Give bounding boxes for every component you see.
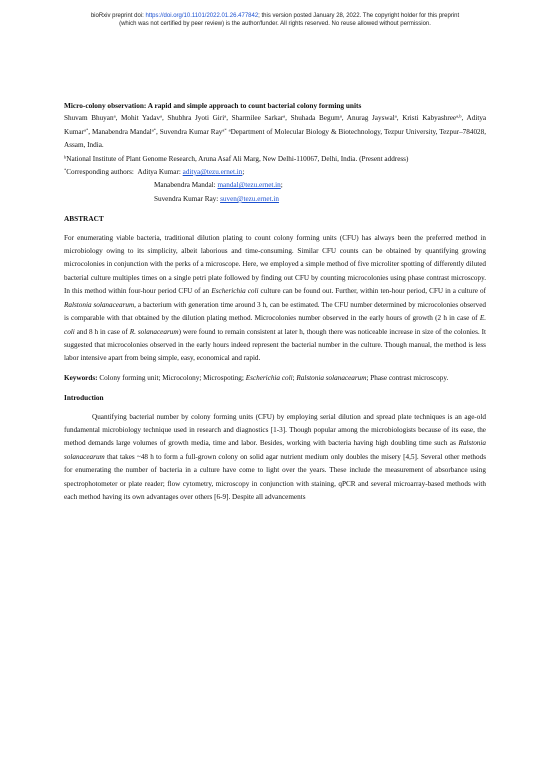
- author: Manabendra Mandal: [91, 127, 152, 136]
- author: Kabyashree: [422, 114, 457, 123]
- affiliation-b-line: [64, 153, 486, 166]
- banner-line-2: (which was not certified by peer review) is the author/funder. All rights reserved. No reuse allowed without permission.: [119, 21, 431, 27]
- keywords: Keywords: Colony forming unit; Microcolony; Microspoting; Escherichia coli; Ralstonia solanacearum; Phase contrast microscopy.: [64, 373, 449, 382]
- affil-mark: a: [339, 113, 342, 119]
- author: Anurag Jayswal: [346, 114, 395, 123]
- introduction-text: Quantifying bacterial number by colony forming units (CFU) by employing serial dilution and spread plate techniques is an age-old fundamental microbiology technique used in research and diagnostics [1-3]. Though popular among the microbiologists because of its ease, the method demands large volumes of growth media, time and labor. Besides, working with bacteria having high doubling time such as Ralstonia solanacearum that takes ~48 h to form a full-grown colony on solid agar nutrient medium only doubles the misery [4,5]. Several other methods for enumerating the number of bacteria in a culture have come to light over the years. These include the measurement of absorbance using spectrophotometer or plate reader; flow cytometry, microscopy in conjunction with staining, qPCR and several microarray-based methods with each method having its own advantages over others [6-9]. Despite all advancements: [64, 412, 486, 501]
- affil-mark: a: [113, 113, 116, 119]
- author: Sharmilee Sarkar: [231, 114, 284, 123]
- corresponding-author-row: Manabendra Mandal: mandal@tezu.ernet.in;: [154, 181, 283, 190]
- keywords-label: Keywords:: [64, 373, 98, 382]
- corr-name: Aditya Kumar:: [137, 168, 183, 177]
- author: Aditya Kumar: [64, 114, 487, 136]
- author: Shuvam Bhuyan: [64, 114, 114, 123]
- affil-mark: a*: [83, 127, 89, 133]
- affil-mark: a: [394, 113, 397, 119]
- affiliation-b: National Institute of Plant Genome Research, Aruna Asaf Ali Marg, New Delhi-110067, Delhi, India. (Present address): [66, 154, 409, 163]
- abstract-text: For enumerating viable bacteria, traditional dilution plating to count colony forming units (CFU) has always been the preferred method in microbiology owing to its simplicity, albeit laborious and time-consuming. Similar CFU counts can be obtained by quantifying growing microcolonies in conjunction with the perks of a microscope. Here, we employed a simple method of five microliter spotting of differently diluted bacterial culture multiples times on a single petri plate followed by finding out CFU by counting microcolonies using phase contrast microscopy. In this method within four-hour period CFU of an Escherichia coli culture can be found out. Further, within ten-hour period, CFU in a culture of Ralstonia solanacearum, a bacterium with generation time around 3 h, can be estimated. The CFU number determined by microcolonies observed is comparable with that obtained by the dilution plating method. Microcolonies number observed in the early hours of growth (2 h in case of E. coli and 8 h in case of R. solanacearum) were found to remain consistent at later h, though there was noticeable increase in size of the colonies. It suggested that microcolonies observed in the early hours indeed represent the bacterial number in the culture. Though manual, the method is less labor intensive apart from being simple, easy, economical and rapid.: [64, 233, 486, 363]
- affil-mark: a,b: [456, 113, 462, 119]
- email-link[interactable]: mandal@tezu.ernet.in: [217, 181, 281, 190]
- introduction-heading: Introduction: [64, 393, 104, 403]
- affil-mark: a*: [151, 127, 157, 133]
- author-list: Shuvam Bhuyan$^a$, Mohit Yadav$^a$, Shubhra Jyoti Giri$^a$, Sharmilee Sarkar$^a$, Shuhada Begum$^a$, Anurag Jayswal$^a$, Kristi Kabyashree$^{a,b}$, Aditya Kumar$^{a*}$, Manabendra Mandal$^{a*}$, Suvendra Kumar Ray$^{a*}$ $^a$Department of Molecular Biology & Biotechnology, Tezpur University, Tezpur–784028, Assam, India.: [64, 113, 487, 150]
- banner-prefix: bioRxiv preprint doi:: [90, 13, 146, 19]
- abstract-heading: ABSTRACT: [64, 214, 104, 224]
- corr-name: Suvendra Kumar Ray:: [154, 194, 221, 203]
- banner-suffix: ; this version posted January 28, 2022. The copyright holder for this preprint: [258, 13, 460, 19]
- affil-mark: a: [228, 127, 231, 133]
- corr-label: Corresponding authors:: [66, 168, 134, 177]
- affil-mark: b: [64, 154, 67, 160]
- author: Mohit Yadav: [121, 114, 160, 123]
- corresponding-authors: *Corresponding authors: Aditya Kumar: aditya@tezu.ernet.in;: [64, 167, 245, 177]
- doi-link[interactable]: https://doi.org/10.1101/2022.01.26.477842: [145, 13, 259, 19]
- banner-line-1: [20, 12, 530, 20]
- corresponding-author-row: [64, 193, 486, 206]
- corr-name: Manabendra Mandal:: [154, 181, 218, 190]
- author: Suvendra Kumar Ray: [159, 127, 223, 136]
- affil-mark: a: [224, 113, 227, 119]
- author: Shuhada Begum: [290, 114, 340, 123]
- affil-mark: a*: [222, 127, 227, 133]
- preprint-banner: [20, 12, 530, 28]
- email-link[interactable]: suven@tezu.ernet.in: [220, 194, 279, 203]
- paper-title: Micro-colony observation: A rapid and simple approach to count bacterial colony forming units: [64, 101, 362, 110]
- email-link[interactable]: aditya@tezu.ernet.in: [182, 168, 243, 177]
- author: Shubhra Jyoti Giri: [167, 114, 225, 123]
- author: Kristi: [402, 114, 419, 123]
- paper-body: [64, 99, 486, 504]
- affiliation-a: Department of Molecular Biology & Biotechnology, Tezpur University, Tezpur–784028, Assam, India.: [64, 127, 487, 150]
- affil-mark: a: [159, 113, 162, 119]
- affil-mark: a: [283, 113, 286, 119]
- star-mark: *: [64, 167, 67, 173]
